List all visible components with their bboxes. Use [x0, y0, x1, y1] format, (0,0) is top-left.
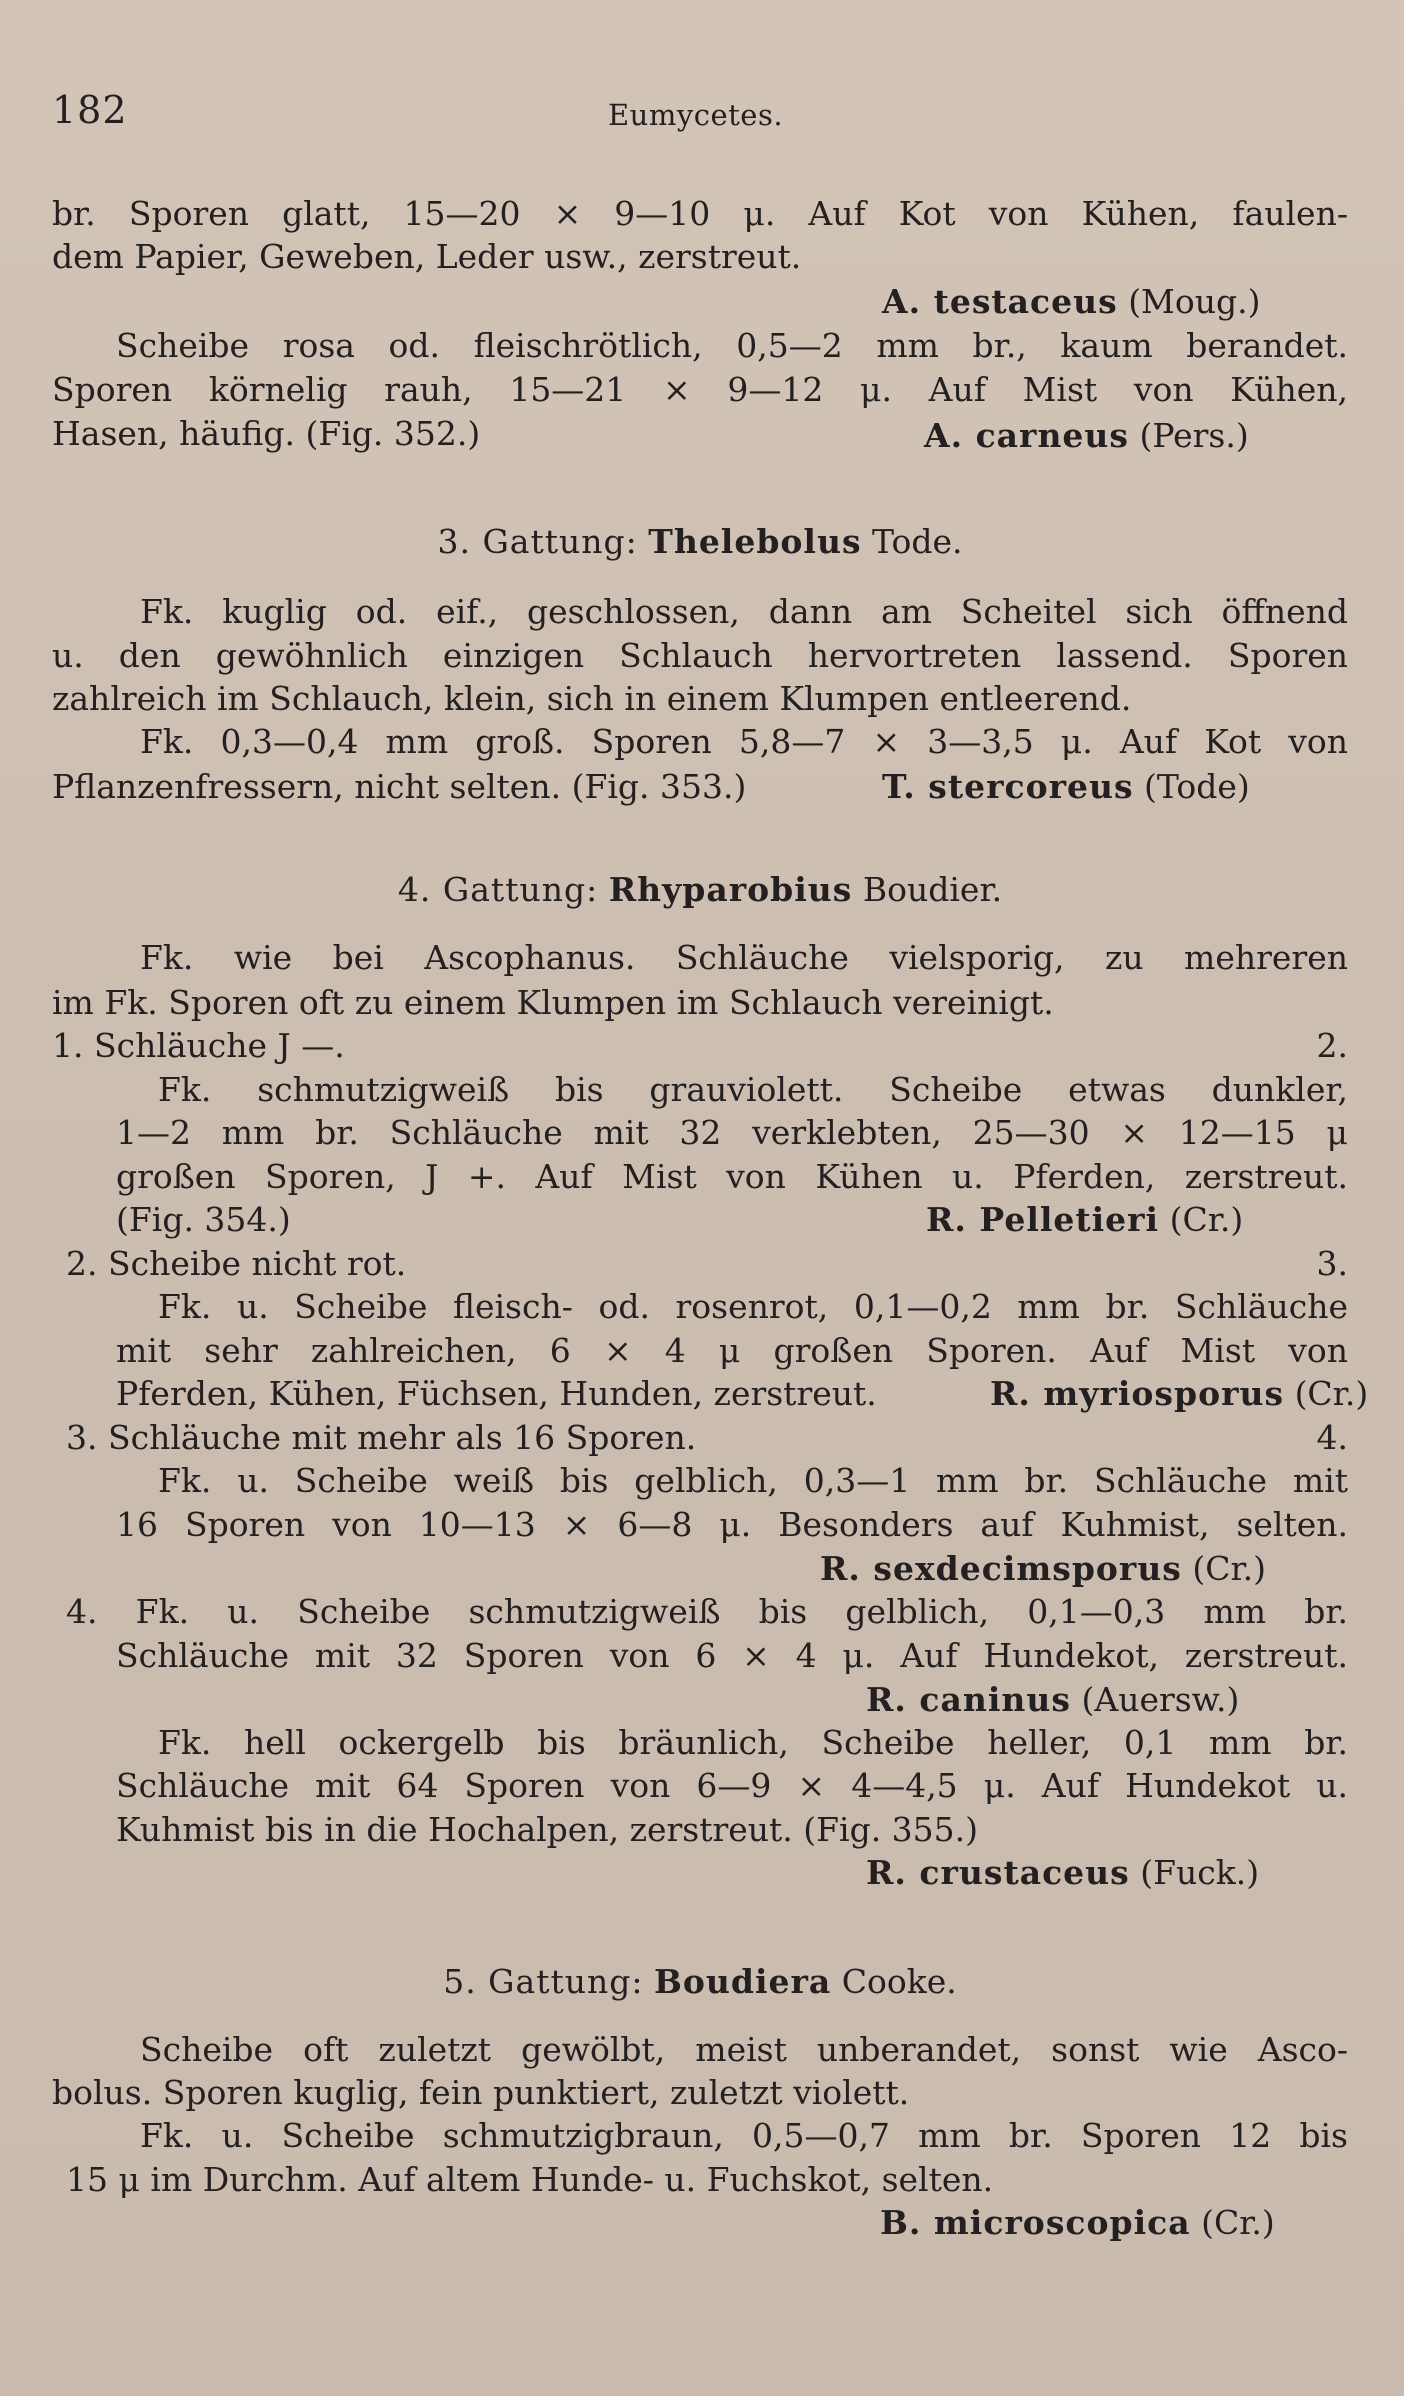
text-line: Hasen, häufig. (Fig. 352.): [52, 414, 481, 453]
text-line: Fk. wie bei Ascophanus. Schläuche vielsporig, zu mehreren: [140, 938, 1348, 977]
running-title: Eumycetes.: [608, 98, 784, 132]
genus-heading: 4. Gattung: Rhyparobius Boudier.: [397, 870, 1003, 909]
text-line: Fk. hell ockergelb bis bräunlich, Scheibe heller, 0,1 mm br.: [158, 1723, 1348, 1762]
text-line: im Fk. Sporen oft zu einem Klumpen im Schlauch vereinigt.: [52, 983, 1054, 1022]
page-number: 182: [52, 88, 128, 132]
text-line: dem Papier, Geweben, Leder usw., zerstreut.: [52, 237, 802, 276]
key-line: 2. Scheibe nicht rot. 3.: [66, 1244, 1348, 1283]
text-line: 16 Sporen von 10—13 × 6—8 μ. Besonders auf Kuhmist, selten.: [116, 1505, 1348, 1544]
text-line: Fk. schmutzigweiß bis grauviolett. Scheibe etwas dunkler,: [158, 1070, 1348, 1109]
text-line: Scheibe rosa od. fleischrötlich, 0,5—2 mm br., kaum berandet.: [116, 326, 1348, 365]
text-line: u. den gewöhnlich einzigen Schlauch hervortreten lassend. Sporen: [52, 636, 1348, 675]
species-name: A. testaceus (Moug.): [882, 282, 1261, 321]
text-line: bolus. Sporen kuglig, fein punktiert, zuletzt violett.: [52, 2073, 910, 2112]
text-line: br. Sporen glatt, 15—20 × 9—10 μ. Auf Kot von Kühen, faulen-: [52, 194, 1348, 233]
species-name: R. myriosporus (Cr.): [990, 1374, 1369, 1413]
key-line: 3. Schläuche mit mehr als 16 Sporen. 4.: [66, 1418, 1348, 1457]
text-line: Fk. u. Scheibe weiß bis gelblich, 0,3—1 mm br. Schläuche mit: [158, 1461, 1348, 1500]
text-line: Pflanzenfressern, nicht selten. (Fig. 353.): [52, 767, 747, 806]
genus-heading: 3. Gattung: Thelebolus Tode.: [437, 522, 963, 561]
text-line: Kuhmist bis in die Hochalpen, zerstreut. (Fig. 355.): [116, 1810, 979, 1849]
text-line: 1—2 mm br. Schläuche mit 32 verklebten, 25—30 × 12—15 μ: [116, 1113, 1348, 1152]
text-line: Fk. 0,3—0,4 mm groß. Sporen 5,8—7 × 3—3,5 μ. Auf Kot von: [140, 722, 1348, 761]
text-line: Pferden, Kühen, Füchsen, Hunden, zerstreut.: [116, 1374, 877, 1413]
text-line: Fk. kuglig od. eif., geschlossen, dann am Scheitel sich öffnend: [140, 592, 1348, 631]
text-line: Fk. u. Scheibe fleisch- od. rosenrot, 0,1—0,2 mm br. Schläuche: [158, 1287, 1348, 1326]
text-line: Schläuche mit 32 Sporen von 6 × 4 μ. Auf Hundekot, zerstreut.: [116, 1636, 1348, 1675]
species-name: B. microscopica (Cr.): [880, 2203, 1275, 2242]
text-line: 15 μ im Durchm. Auf altem Hunde- u. Fuchskot, selten.: [66, 2160, 994, 2199]
text-line: Sporen körnelig rauh, 15—21 × 9—12 μ. Auf Mist von Kühen,: [52, 370, 1348, 409]
text-line: Fk. u. Scheibe schmutzigbraun, 0,5—0,7 mm br. Sporen 12 bis: [140, 2116, 1348, 2155]
text-line: großen Sporen, J +. Auf Mist von Kühen u. Pferden, zerstreut.: [116, 1157, 1348, 1196]
key-line: 4. Fk. u. Scheibe schmutzigweiß bis gelblich, 0,1—0,3 mm br.: [66, 1592, 1348, 1631]
species-name: A. carneus (Pers.): [924, 416, 1249, 455]
species-name: R. sexdecimsporus (Cr.): [820, 1549, 1267, 1588]
text-line: mit sehr zahlreichen, 6 × 4 μ großen Sporen. Auf Mist von: [116, 1331, 1348, 1370]
species-name: T. stercoreus (Tode): [882, 767, 1250, 806]
species-name: R. Pelletieri (Cr.): [926, 1200, 1244, 1239]
text-line: Scheibe oft zuletzt gewölbt, meist unberandet, sonst wie Asco-: [140, 2030, 1348, 2069]
key-line: 1. Schläuche J —. 2.: [52, 1026, 1348, 1065]
genus-heading: 5. Gattung: Boudiera Cooke.: [443, 1962, 957, 2001]
text-line: (Fig. 354.): [116, 1200, 291, 1239]
species-name: R. caninus (Auersw.): [866, 1680, 1240, 1719]
text-line: Schläuche mit 64 Sporen von 6—9 × 4—4,5 μ. Auf Hundekot u.: [116, 1766, 1348, 1805]
species-name: R. crustaceus (Fuck.): [866, 1853, 1260, 1892]
text-line: zahlreich im Schlauch, klein, sich in einem Klumpen entleerend.: [52, 679, 1132, 718]
